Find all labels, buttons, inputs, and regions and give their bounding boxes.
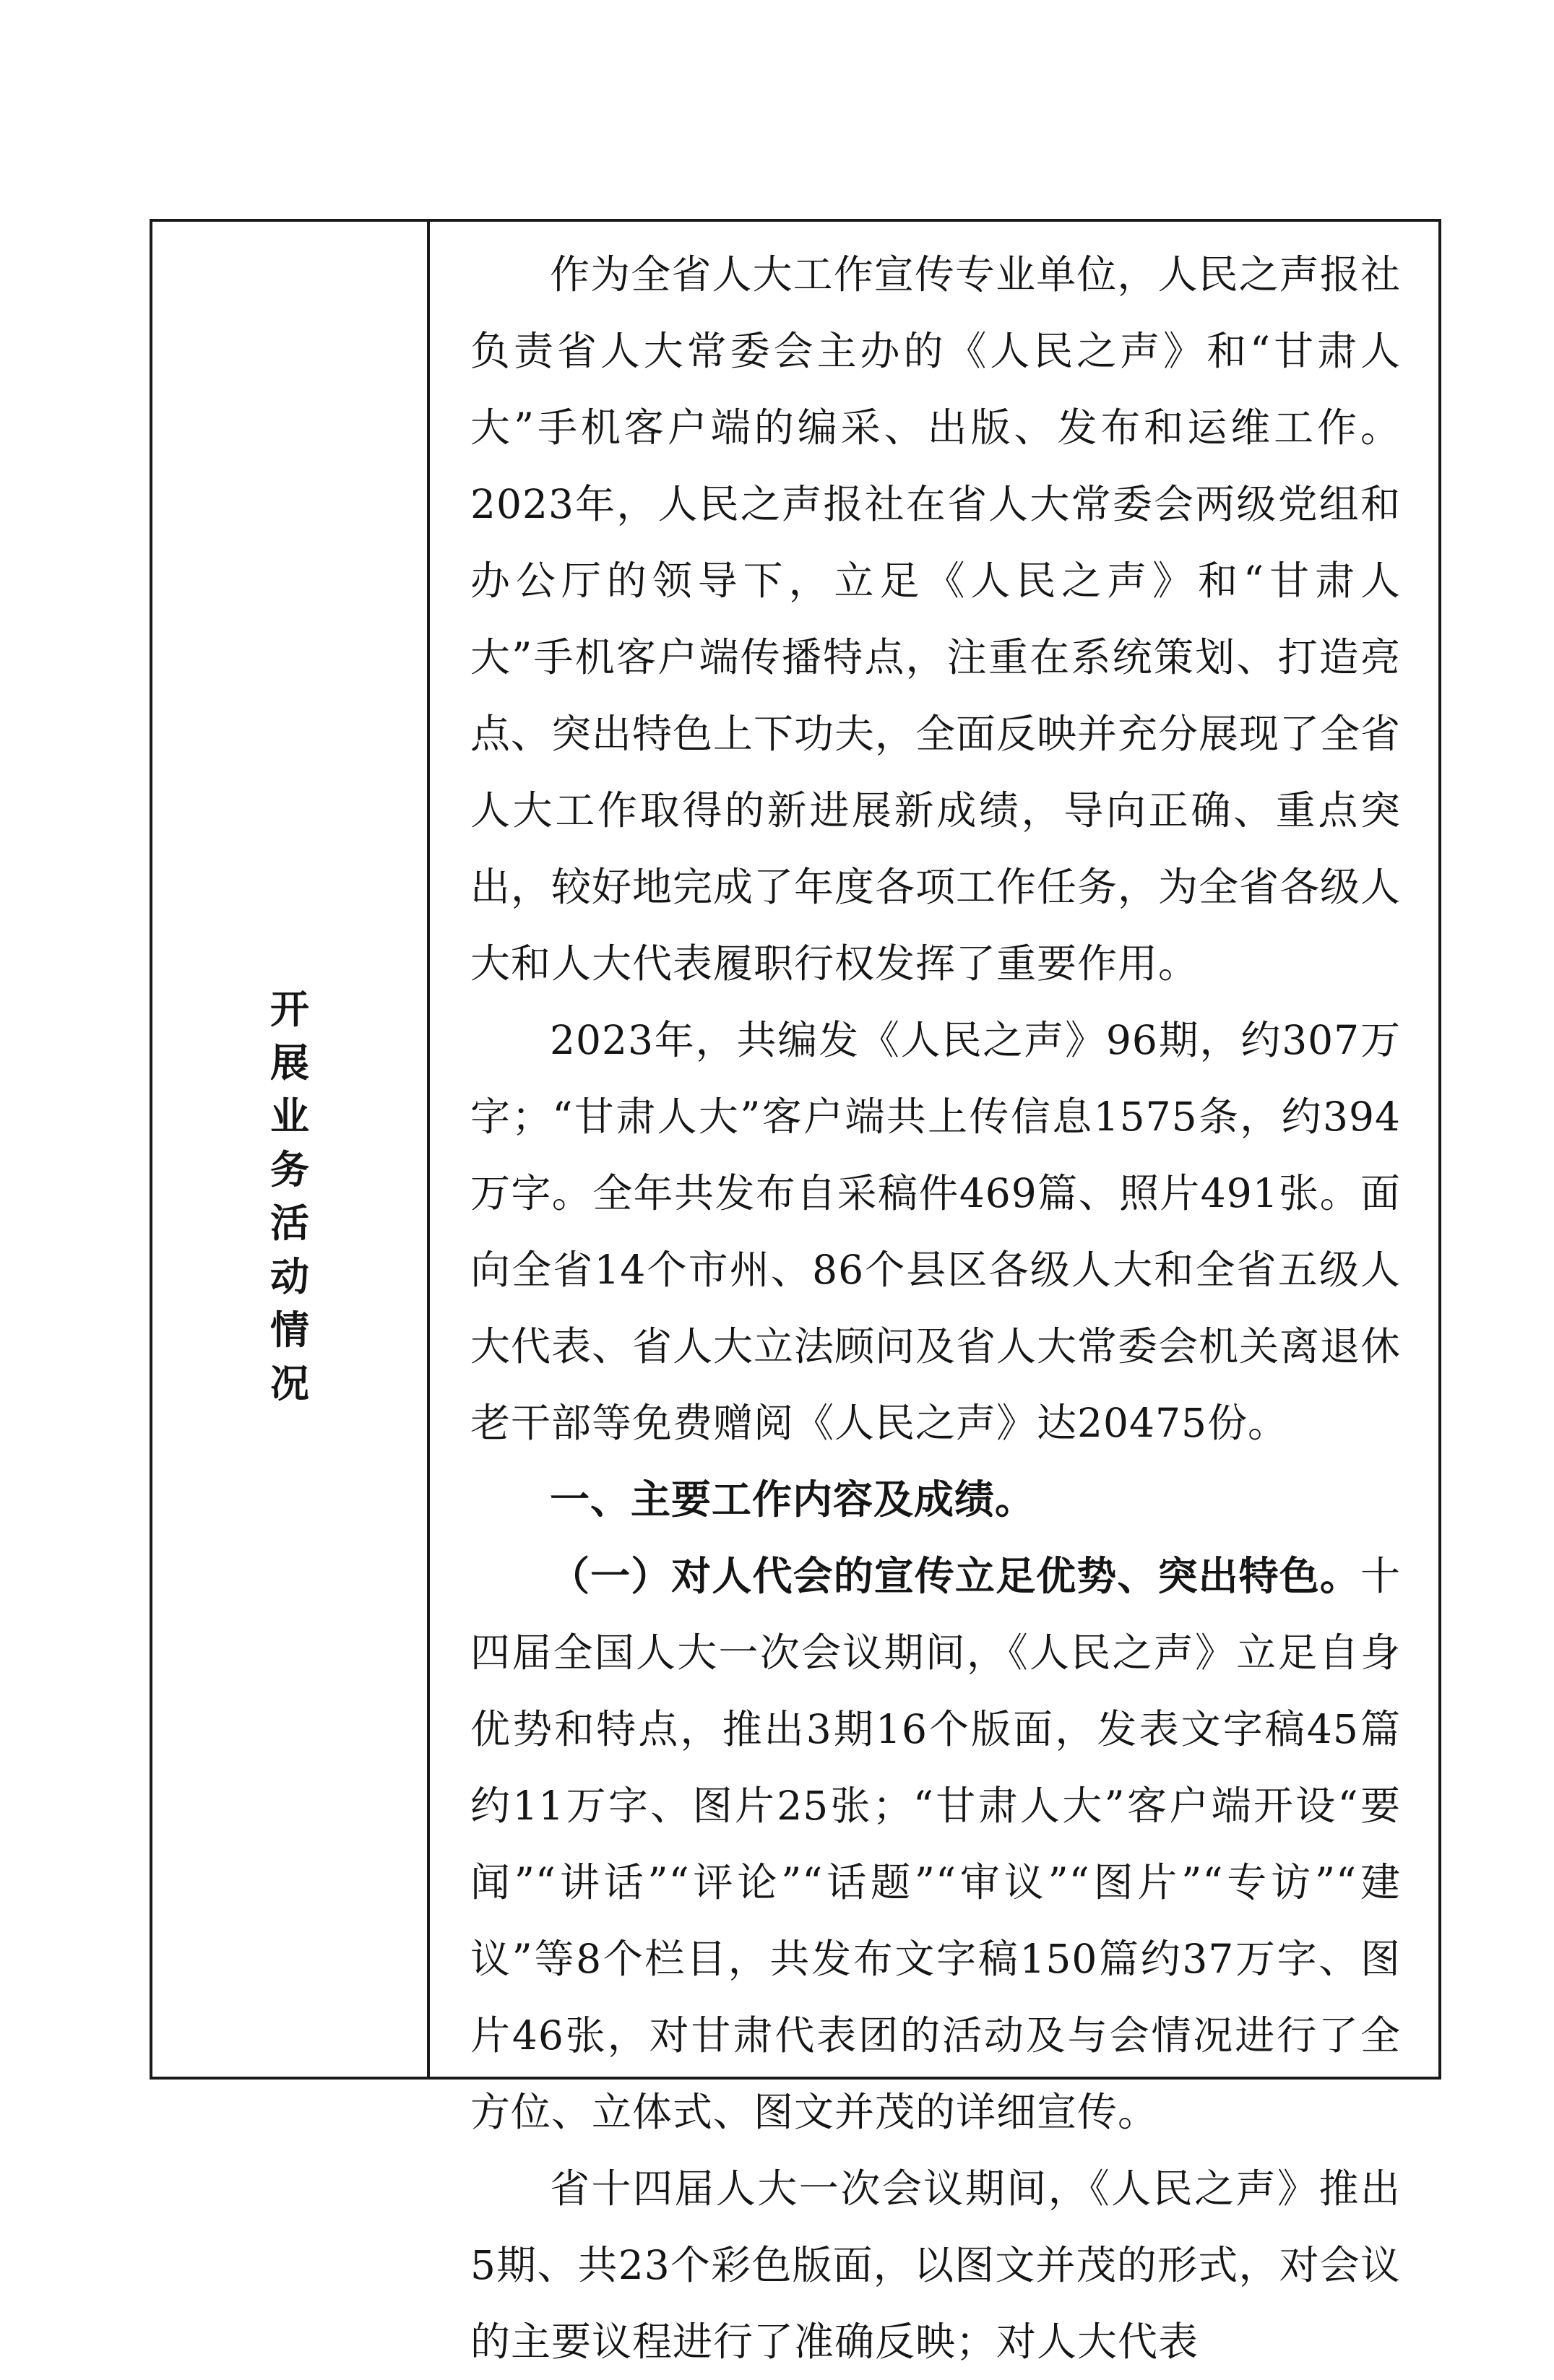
label-char: 务 xyxy=(270,1146,309,1193)
section-heading: 一、主要工作内容及成绩。 xyxy=(550,1476,1036,1523)
row-label-cell xyxy=(152,222,430,2077)
paragraph-provincial-session: 省十四届人大一次会议期间，《人民之声》推出5期、共23个彩色版面，以图文并茂的形式，对会议的主要议程进行了准确反映；对人大代表 xyxy=(470,2165,1401,2365)
label-char: 业 xyxy=(270,1093,309,1139)
label-char: 情 xyxy=(270,1307,309,1353)
paragraph-statistics: 2023年，共编发《人民之声》96期，约307万字；“甘肃人大”客户端共上传信息1575条，约394万字。全年共发布自采稿件469篇、照片491张。面向全省14个市州、86个县区各级人大和全省五级人大代表、省人大立法顾问及省人大常委会机关离退休老干部等免费赠阅《人民之声》达20475份。 xyxy=(470,1017,1402,1446)
section-1-lead: （一）对人代会的宣传立足优势、突出特色。 xyxy=(550,1552,1360,1599)
row-label xyxy=(270,982,309,1410)
label-char: 活 xyxy=(270,1200,309,1246)
label-char: 况 xyxy=(270,1360,309,1406)
paragraph-section-1 xyxy=(470,1538,1401,2150)
report-table xyxy=(150,219,1441,2365)
paragraph-intro: 作为全省人大工作宣传专业单位，人民之声报社负责省人大常委会主办的《人民之声》和“甘肃人大”手机客户端的编采、出版、发布和运维工作。2023年，人民之声报社在省人大常委会两级党组和办公厅的领导下，立足《人民之声》和“甘肃人大”手机客户端传播特点，注重在系统策划、打造亮点、突出特色上下功夫，全面反映并充分展现了全省人大工作取得的新进展新成绩，导向正确、重点突出，较好地完成了年度各项工作任务，为全省各级人大和人大代表履职行权发挥了重要作用。 xyxy=(470,251,1402,987)
label-char: 开 xyxy=(270,986,309,1032)
content-cell xyxy=(430,222,1438,2365)
label-char: 动 xyxy=(270,1253,309,1299)
section-1-body: 十四届全国人大一次会议期间，《人民之声》立足自身优势和特点，推出3期16个版面，发表文字稿45篇约11万字、图片25张；“甘肃人大”客户端开设“要闻”“讲话”“评论”“话题”“审议”“图片”“专访”“建议”等8个栏目，共发布文字稿150篇约37万字、图片46张，对甘肃代表团的活动及与会情况进行了全方位、立体式、图文并茂的详细宣传。 xyxy=(470,1553,1401,2135)
label-char: 展 xyxy=(270,1039,309,1086)
